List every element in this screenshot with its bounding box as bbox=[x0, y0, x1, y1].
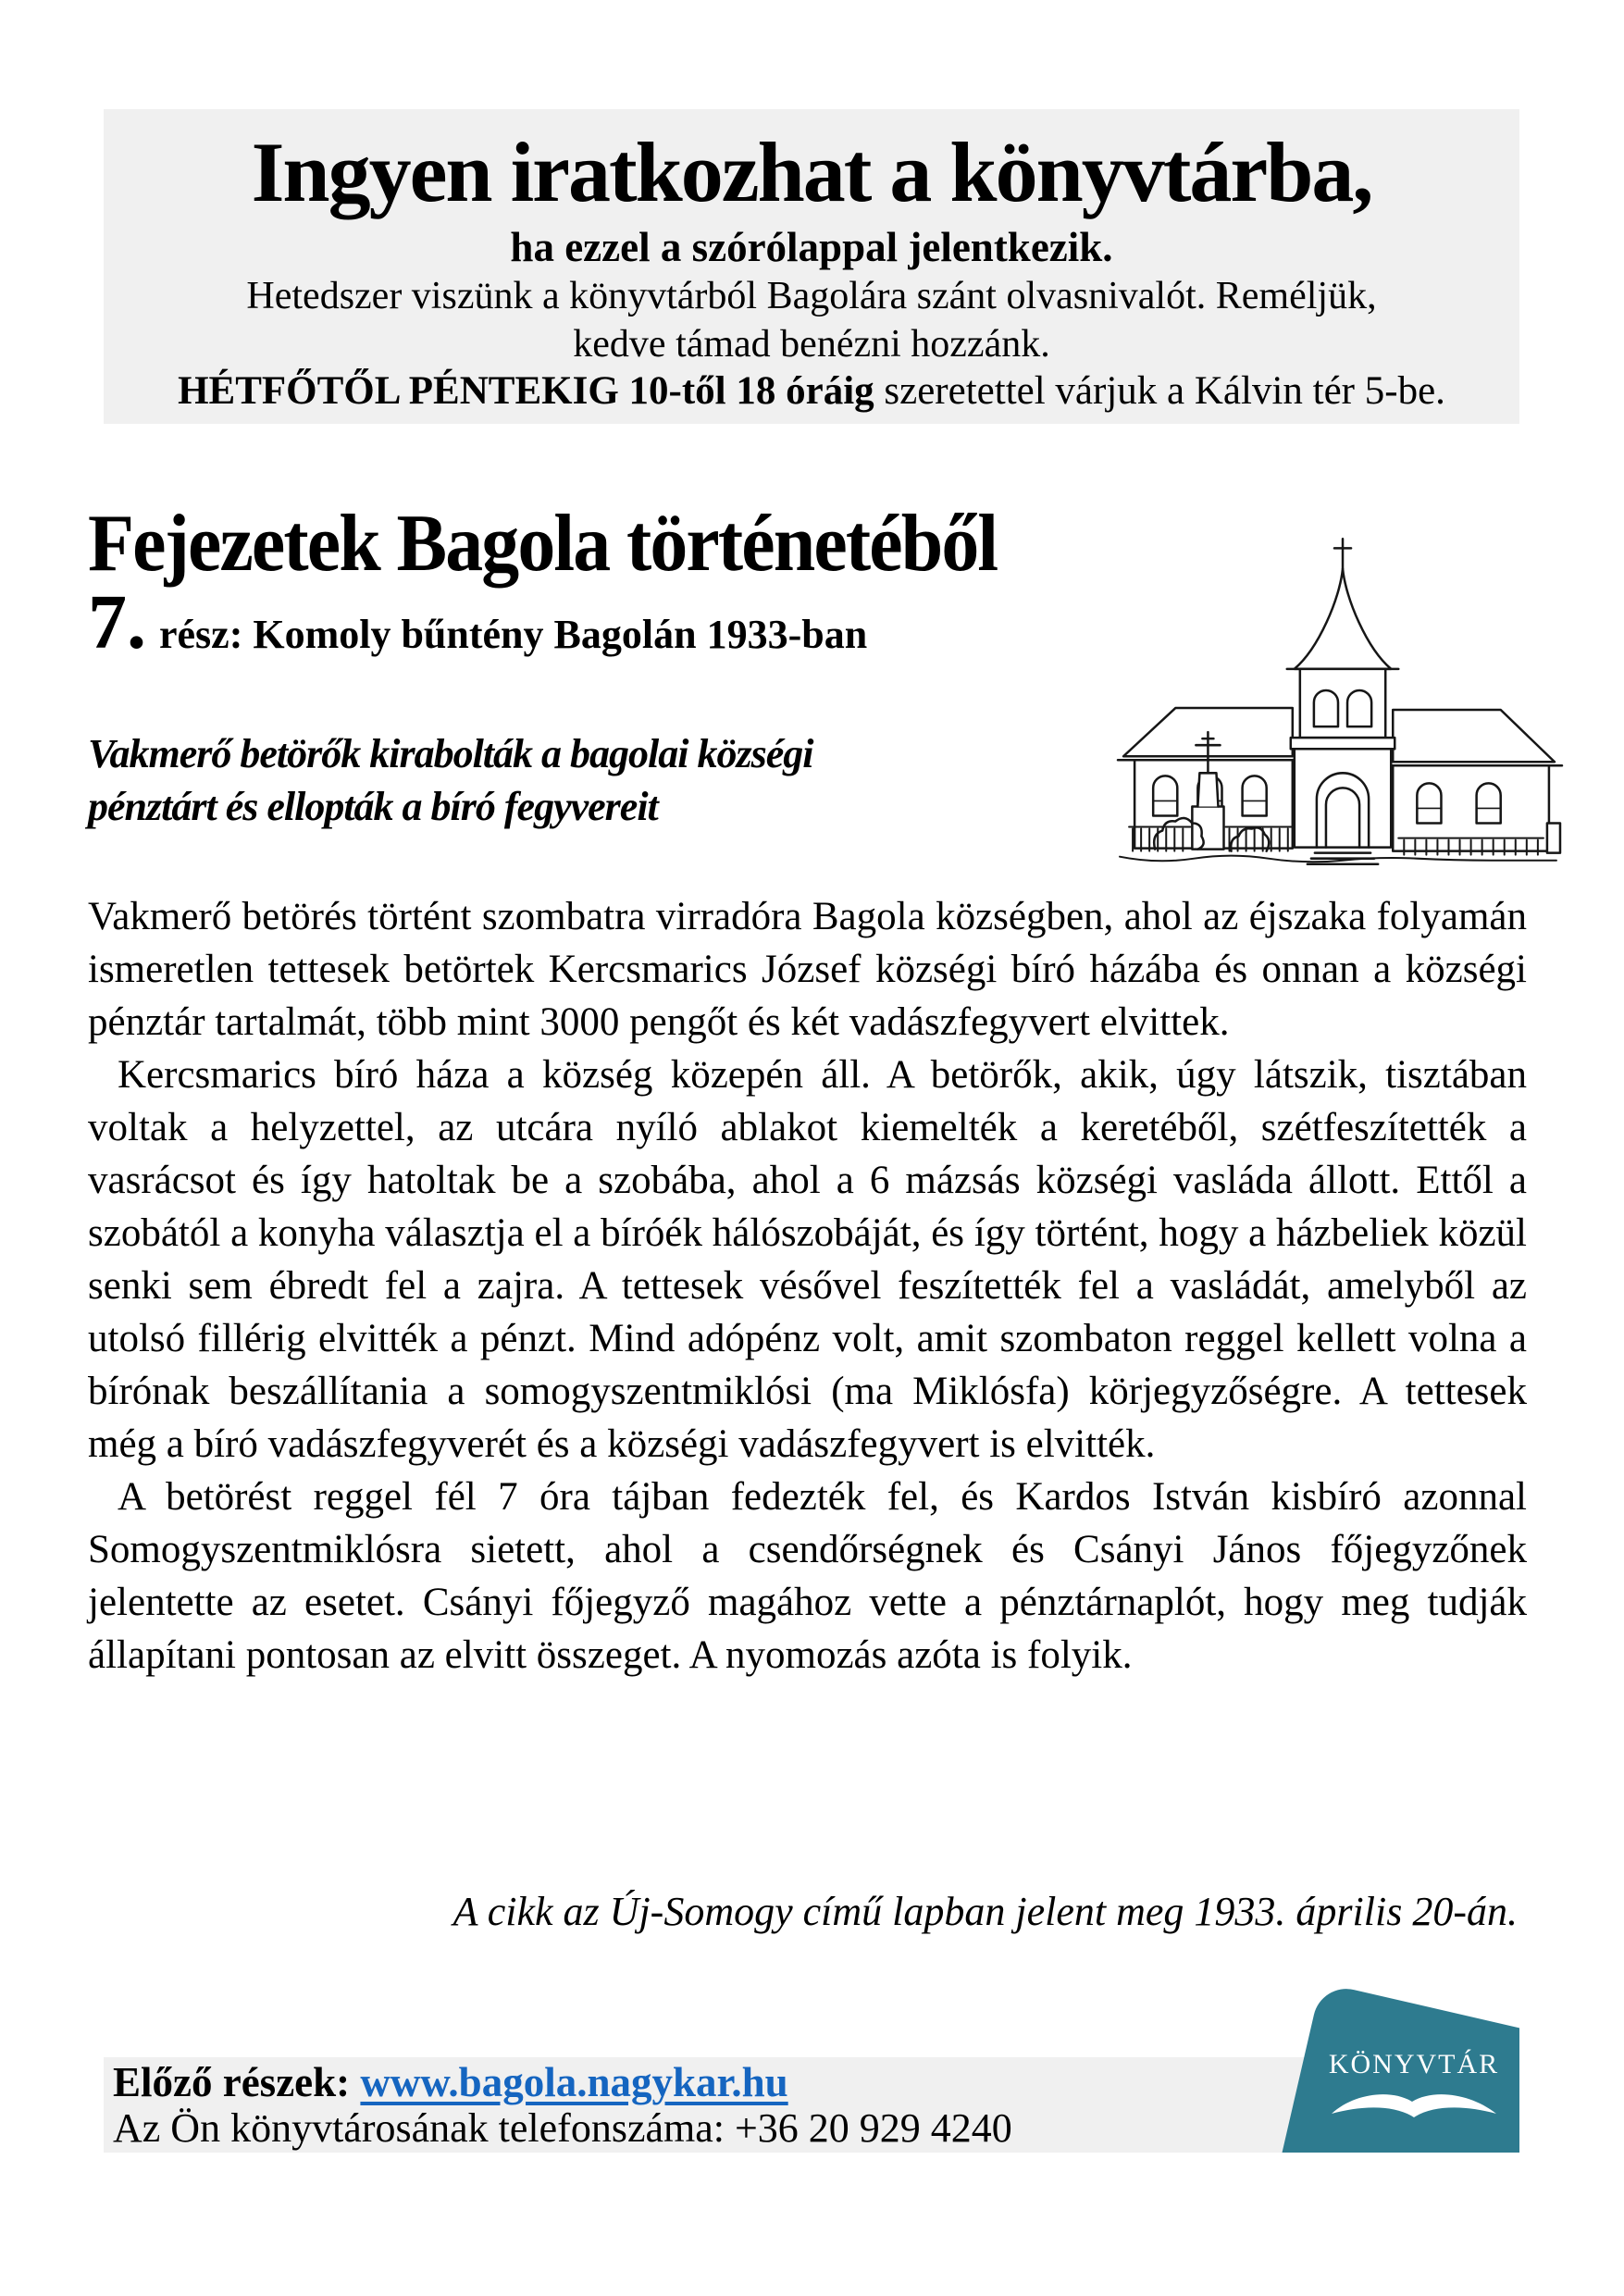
library-logo-content bbox=[1308, 2049, 1519, 2126]
previous-parts-link[interactable]: www.bagola.nagykar.hu bbox=[360, 2059, 788, 2105]
library-logo-text: KÖNYVTÁR bbox=[1328, 2049, 1500, 2079]
part-heading bbox=[88, 581, 867, 664]
series-title: Fejezetek Bagola történetéből bbox=[88, 499, 998, 589]
article-lead bbox=[88, 727, 812, 833]
paragraph-1: Vakmerő betörés történt szombatra virradóra Bagola községben, ahol az éjszaka folyamán ismeretlen tettesek betörtek Kercsmarics József községi bíró házába és onnan a községi pénztár tartalmát, több mint 3000 pengőt és két vadászfegyvert elvittek. bbox=[88, 895, 1527, 1044]
librarian-phone-line: Az Ön könyvtárosának telefonszáma: +36 20 929 4240 bbox=[113, 2105, 1012, 2151]
paragraph-2: Kercsmarics bíró háza a község közepén áll. A betörők, akik, úgy látszik, tisztában voltak a helyzettel, az utcára nyíló ablakot kiemelték a keretéből, szétfeszítették a vasrácsot és így hatoltak be a szobába, ahol a 6 mázsás községi vasláda állott. Ettől a szobától a konyha választja el a bíróék hálószobáját, és így történt, hogy a házbeliek közül senki sem ébredt fel a zajra. A tettesek vésővel feszítették fel a vasládát, amelyből az utolsó fillérig elvitték a pénzt. Mind adópénz volt, amit szombaton reggel kellett volna a bírónak beszállítania a somogyszentmiklósi (ma Miklósfa) körjegyzőségre. A tettesek még a bíró vadászfegyverét és a községi vadászfegyvert is elvitték. bbox=[88, 1053, 1527, 1466]
promo-title: Ingyen iratkozhat a könyvtárba, bbox=[251, 125, 1372, 219]
promo-line-4: kedve támad benézni hozzánk. bbox=[573, 323, 1050, 366]
paragraph-3: A betörést reggel fél 7 óra tájban fedezték fel, és Kardos István kisbíró azonnal Somogyszentmiklósra sietett, ahol a csendőrségnek és Csányi János főjegyzőnek jelentette az esetet. Csányi főjegyző magához vette a pénztárnaplót, hogy meg tudják állapítani pontosan az elvitt összeget. A nyomozás azóta is folyik. bbox=[88, 1475, 1527, 1677]
lead-line-2: pénztárt és ellopták a bíró fegyvereit bbox=[88, 784, 658, 829]
part-title: rész: Komoly bűntény Bagolán 1933-ban bbox=[159, 612, 868, 657]
opening-hours-bold: HÉTFŐTŐL PÉNTEKIG 10-től 18 óráig bbox=[178, 369, 874, 413]
previous-parts-label: Előző részek: bbox=[113, 2059, 361, 2105]
lead-line-1: Vakmerő betörők kirabolták a bagolai községi bbox=[88, 731, 813, 776]
promo-subtitle: ha ezzel a szórólappal jelentkezik. bbox=[510, 224, 1113, 270]
opening-hours-rest: szeretettel várjuk a Kálvin tér 5-be. bbox=[874, 369, 1445, 413]
source-attribution: A cikk az Új-Somogy című lapban jelent meg 1933. április 20-án. bbox=[452, 1889, 1518, 1934]
promo-opening-hours bbox=[104, 368, 1519, 415]
promo-box bbox=[104, 109, 1519, 424]
article-body bbox=[88, 890, 1527, 1682]
church-illustration bbox=[1110, 526, 1566, 879]
open-book-icon bbox=[1326, 2080, 1502, 2121]
promo-line-3: Hetedszer viszünk a könyvtárból Bagolára szánt olvasnivalót. Reméljük, bbox=[246, 275, 1377, 317]
library-logo bbox=[1281, 1980, 1519, 2153]
part-number: 7. bbox=[88, 579, 146, 665]
